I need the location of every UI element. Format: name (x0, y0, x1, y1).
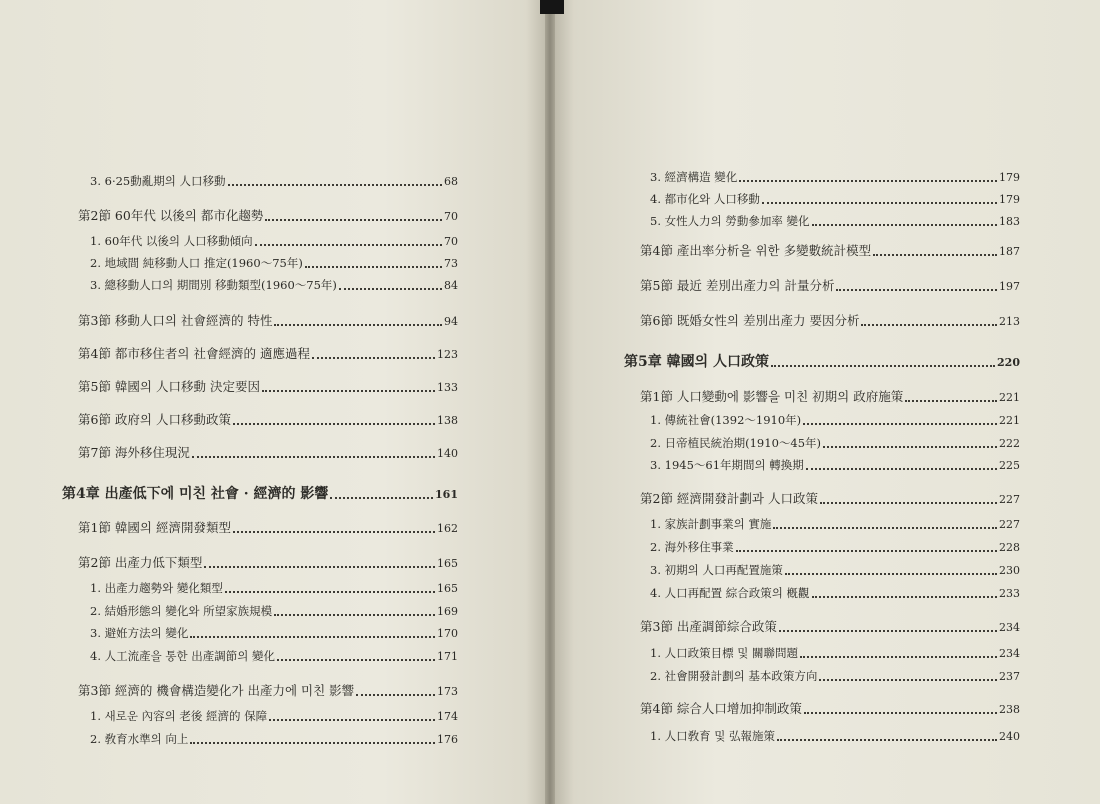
toc-section[interactable] (78, 521, 458, 536)
toc-page-number: 68 (444, 175, 458, 188)
leader-dots (812, 595, 997, 598)
toc-entry-title: 第5節 韓國의 人口移動 決定要因 (78, 379, 260, 394)
toc-page-number: 123 (437, 348, 458, 361)
toc-entry[interactable] (650, 458, 1020, 473)
leader-dots (312, 356, 435, 359)
leader-dots (269, 718, 435, 721)
toc-entry[interactable] (650, 586, 1020, 601)
toc-section[interactable] (78, 556, 458, 571)
toc-entry-title: 第7節 海外移住現況 (78, 445, 190, 460)
leader-dots (771, 364, 995, 367)
toc-entry-title: 1. 出產力趨勢와 變化類型 (90, 581, 223, 595)
toc-entry[interactable] (650, 517, 1020, 532)
leader-dots (819, 678, 997, 681)
toc-section[interactable] (640, 314, 1020, 329)
toc-page-number: 183 (999, 215, 1020, 228)
toc-page-number: 176 (437, 733, 458, 746)
toc-page-number: 170 (437, 627, 458, 640)
toc-page-number: 165 (437, 557, 458, 570)
toc-entry-title: 2. 海外移住事業 (650, 540, 734, 554)
toc-entry[interactable] (90, 278, 458, 293)
leader-dots (800, 655, 997, 658)
toc-page-number: 179 (999, 171, 1020, 184)
toc-entry-title: 第3節 出產調節綜合政策 (640, 619, 777, 634)
leader-dots (356, 693, 435, 696)
toc-page-number: 221 (999, 414, 1020, 427)
toc-page-number: 84 (444, 279, 458, 292)
toc-entry[interactable] (90, 709, 458, 724)
toc-page-number: 174 (437, 710, 458, 723)
toc-entry-title: 1. 새로운 內容의 老後 經濟的 保障 (90, 709, 268, 723)
toc-page-number: 240 (999, 730, 1020, 743)
toc-entry-title: 第4節 綜合人口增加抑制政策 (640, 701, 802, 716)
leader-dots (873, 253, 997, 256)
toc-entry[interactable] (650, 646, 1020, 661)
toc-page-number: 234 (999, 647, 1020, 660)
toc-section[interactable] (78, 347, 458, 362)
toc-page-number: 179 (999, 193, 1020, 206)
toc-entry-title: 1. 60年代 以後의 人口移動傾向 (90, 234, 253, 248)
toc-entry-title: 3. 1945～61年期間의 轉換期 (650, 458, 804, 472)
toc-page-number: 228 (999, 541, 1020, 554)
leader-dots (255, 243, 442, 246)
toc-entry-title: 1. 人口政策目標 및 關聯問題 (650, 646, 799, 660)
leader-dots (905, 399, 997, 402)
toc-page-number: 230 (999, 564, 1020, 577)
toc-entry-title: 第1節 人口變動에 影響을 미친 初期의 政府施策 (640, 389, 904, 404)
toc-entry-title: 2. 地域間 純移動人口 推定(1960～75年) (90, 256, 303, 270)
toc-entry[interactable] (650, 413, 1020, 428)
toc-entry-title: 3. 避姙方法의 變化 (90, 626, 189, 640)
leader-dots (262, 389, 435, 392)
toc-entry[interactable] (650, 170, 1020, 185)
toc-entry-title: 4. 人口再配置 綜合政策의 槪觀 (650, 586, 810, 600)
toc-section[interactable] (640, 279, 1020, 294)
toc-page-number: 237 (999, 670, 1020, 683)
toc-entry-title: 3. 6·25動亂期의 人口移動 (90, 174, 226, 188)
toc-section[interactable] (78, 413, 458, 428)
leader-dots (233, 422, 435, 425)
leader-dots (803, 422, 997, 425)
toc-entry-title: 2. 敎育水準의 向上 (90, 732, 189, 746)
leader-dots (330, 496, 433, 499)
toc-entry[interactable] (650, 669, 1020, 684)
leader-dots (190, 635, 435, 638)
leader-dots (228, 183, 443, 186)
toc-entry-title: 第2節 經濟開發計劃과 人口政策 (640, 491, 818, 506)
toc-entry-title: 第1節 韓國의 經濟開發類型 (78, 520, 231, 535)
toc-page-number: 173 (437, 685, 458, 698)
toc-entry-title: 3. 初期의 人口再配置施策 (650, 563, 783, 577)
toc-entry-title: 1. 傳統社會(1392～1910年) (650, 413, 802, 427)
toc-page-number: 187 (999, 245, 1020, 258)
toc-page-number: 161 (435, 488, 458, 501)
toc-page-number: 227 (999, 518, 1020, 531)
toc-page-number: 225 (999, 459, 1020, 472)
toc-page-number: 140 (437, 447, 458, 460)
toc-chapter[interactable] (624, 355, 1020, 370)
toc-entry-title: 第3節 移動人口의 社會經濟的 特性 (78, 313, 273, 328)
leader-dots (204, 565, 435, 568)
toc-chapter[interactable] (62, 487, 458, 502)
toc-section[interactable] (78, 380, 458, 395)
toc-entry-title: 3. 經濟構造 變化 (650, 170, 738, 184)
toc-page-number: 233 (999, 587, 1020, 600)
toc-page-number: 70 (444, 210, 458, 223)
toc-entry-title: 第6節 既婚女性의 差別出產力 要因分析 (640, 313, 860, 328)
bookmark-tab (540, 0, 564, 14)
toc-page-number: 133 (437, 381, 458, 394)
toc-page-number: 94 (444, 315, 458, 328)
toc-entry-title: 第2節 60年代 以後의 都市化趨勢 (78, 208, 264, 223)
toc-section[interactable] (78, 684, 458, 699)
toc-section[interactable] (640, 620, 1020, 635)
leader-dots (804, 711, 997, 714)
toc-page-number: 70 (444, 235, 458, 248)
leader-dots (861, 323, 997, 326)
toc-entry-title: 第4節 產出率分析을 위한 多變數統計模型 (640, 243, 872, 258)
toc-entry[interactable] (650, 192, 1020, 207)
toc-entry[interactable] (650, 214, 1020, 229)
toc-entry[interactable] (90, 581, 458, 596)
toc-page-number: 238 (999, 703, 1020, 716)
toc-page-number: 169 (437, 605, 458, 618)
leader-dots (225, 590, 435, 593)
leader-dots (274, 613, 435, 616)
toc-entry-title: 第6節 政府의 人口移動政策 (78, 412, 231, 427)
toc-entry[interactable] (90, 626, 458, 641)
leader-dots (265, 218, 442, 221)
toc-page-number: 73 (444, 257, 458, 270)
leader-dots (777, 738, 997, 741)
toc-entry[interactable] (650, 563, 1020, 578)
toc-section[interactable] (640, 492, 1020, 507)
toc-section[interactable] (78, 209, 458, 224)
leader-dots (274, 323, 442, 326)
leader-dots (277, 658, 435, 661)
leader-dots (339, 287, 442, 290)
toc-entry-title: 1. 人口敎育 및 弘報施策 (650, 729, 776, 743)
leader-dots (820, 501, 997, 504)
toc-entry[interactable] (650, 436, 1020, 451)
toc-entry[interactable] (90, 174, 458, 189)
toc-page-number: 222 (999, 437, 1020, 450)
toc-page-number: 221 (999, 391, 1020, 404)
toc-section[interactable] (640, 390, 1020, 405)
toc-entry-title: 1. 家族計劃事業의 實施 (650, 517, 772, 531)
leader-dots (773, 526, 997, 529)
toc-entry-title: 2. 日帝植民統治期(1910～45年) (650, 436, 821, 450)
toc-entry-title: 第5節 最近 差別出產力의 計量分析 (640, 278, 835, 293)
toc-entry[interactable] (650, 729, 1020, 744)
book-gutter (545, 0, 555, 804)
toc-entry-title: 第4節 都市移住者의 社會經濟的 適應過程 (78, 346, 310, 361)
toc-section[interactable] (640, 702, 1020, 717)
leader-dots (192, 455, 435, 458)
leader-dots (806, 467, 997, 470)
toc-entry-title: 第3節 經濟的 機會構造變化가 出產力에 미친 影響 (78, 683, 355, 698)
leader-dots (305, 265, 442, 268)
leader-dots (736, 549, 997, 552)
toc-entry-title: 3. 總移動人口의 期間別 移動類型(1960～75年) (90, 278, 337, 292)
toc-entry[interactable] (90, 649, 458, 664)
leader-dots (836, 288, 997, 291)
toc-entry-title: 4. 都市化와 人口移動 (650, 192, 760, 206)
toc-page-number: 165 (437, 582, 458, 595)
toc-page-number: 138 (437, 414, 458, 427)
toc-page-number: 162 (437, 522, 458, 535)
toc-entry-title: 2. 社會開發計劃의 基本政策方向 (650, 669, 818, 683)
toc-page-number: 227 (999, 493, 1020, 506)
toc-entry[interactable] (90, 732, 458, 747)
toc-entry[interactable] (90, 604, 458, 619)
toc-page-number: 171 (437, 650, 458, 663)
leader-dots (762, 201, 997, 204)
toc-entry[interactable] (90, 234, 458, 249)
toc-entry-title: 4. 人工流產을 통한 出產調節의 變化 (90, 649, 276, 663)
toc-page-number: 213 (999, 315, 1020, 328)
toc-page-number: 220 (997, 356, 1020, 369)
toc-page-number: 197 (999, 280, 1020, 293)
toc-entry-title: 第2節 出產力低下類型 (78, 555, 203, 570)
toc-section[interactable] (640, 244, 1020, 259)
leader-dots (812, 223, 997, 226)
toc-entry-title: 第5章 韓國의 人口政策 (624, 354, 770, 370)
leader-dots (779, 629, 997, 632)
leader-dots (823, 445, 997, 448)
toc-section[interactable] (78, 314, 458, 329)
leader-dots (785, 572, 997, 575)
toc-section[interactable] (78, 446, 458, 461)
leader-dots (233, 530, 435, 533)
toc-entry[interactable] (650, 540, 1020, 555)
toc-page-number: 234 (999, 621, 1020, 634)
leader-dots (190, 741, 435, 744)
toc-entry-title: 5. 女性人力의 勞動參加率 變化 (650, 214, 810, 228)
toc-entry-title: 2. 結婚形態의 變化와 所望家族規模 (90, 604, 273, 618)
leader-dots (739, 179, 997, 182)
toc-entry-title: 第4章 出產低下에 미친 社會 · 經濟的 影響 (62, 486, 329, 502)
toc-entry[interactable] (90, 256, 458, 271)
